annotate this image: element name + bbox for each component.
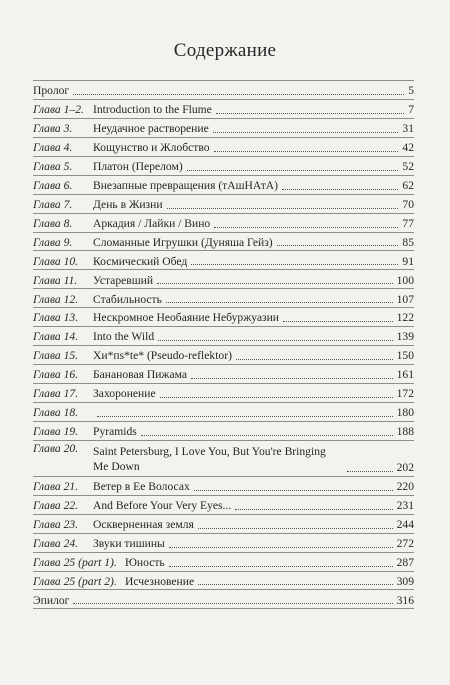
entry-title: Банановая Пижама [93, 368, 187, 382]
toc-row[interactable] [33, 553, 414, 572]
entry-title: Нескромное Необаяние Небуржуазии [93, 311, 279, 325]
toc-entry [93, 444, 414, 475]
page-number: 42 [402, 141, 414, 154]
toc-row[interactable] [33, 289, 414, 308]
toc-row[interactable] [33, 100, 414, 119]
leader-dots [167, 208, 399, 209]
toc-entry [93, 369, 414, 382]
chapter-label: Глава 18. [33, 406, 79, 420]
leader-dots [169, 547, 393, 548]
entry-title: Звуки тишины [93, 536, 165, 550]
page-number: 85 [402, 235, 414, 249]
leader-dots [347, 471, 393, 472]
toc-entry [93, 350, 414, 363]
leader-dots [216, 113, 404, 114]
toc-entry [93, 500, 414, 513]
toc-entry [93, 218, 414, 231]
page-number: 100 [396, 273, 414, 287]
leader-dots [214, 227, 398, 228]
leader-dots [191, 264, 398, 265]
page-number: 5 [408, 84, 414, 98]
entry-title: День в Жизни [93, 197, 163, 211]
entry-title: Сломанные Игрушки (Дуняша Гейз) [93, 235, 273, 249]
toc-row[interactable] [33, 572, 414, 591]
toc-row[interactable] [33, 384, 414, 403]
chapter-label: Глава 8. [33, 216, 73, 230]
entry-title: Pyramids [93, 425, 137, 439]
page-number: 161 [396, 368, 414, 382]
entry-title: Into the Wild [93, 330, 155, 344]
chapter-label: Глава 12. [33, 292, 79, 306]
leader-dots [191, 378, 393, 379]
page-number: 244 [396, 517, 414, 531]
toc-row[interactable] [33, 534, 414, 553]
toc-row[interactable] [33, 138, 414, 157]
leader-dots [157, 283, 393, 284]
chapter-label: Глава 23. [33, 517, 79, 531]
leader-dots [97, 416, 393, 417]
toc-entry [33, 85, 414, 98]
toc-row[interactable] [33, 119, 414, 138]
page-number: 91 [402, 254, 414, 268]
leader-dots [73, 603, 392, 604]
leader-dots [73, 94, 404, 95]
toc-entry [93, 237, 414, 250]
entry-title: Эпилог [33, 593, 70, 607]
page-number: 62 [402, 178, 414, 192]
entry-title: Устаревший [93, 273, 154, 287]
toc-row[interactable] [33, 346, 414, 365]
entry-title: And Before Your Very Eyes... [93, 498, 232, 512]
page-number: 77 [402, 216, 414, 230]
page-number: 272 [396, 536, 414, 550]
leader-dots [166, 302, 393, 303]
toc-entry [93, 538, 414, 551]
leader-dots [198, 584, 393, 585]
toc-row[interactable] [33, 157, 414, 176]
entry-title: Захоронение [93, 387, 156, 401]
toc-entry [93, 180, 414, 193]
toc-entry [93, 519, 414, 532]
toc-entry [93, 142, 414, 155]
toc-entry [93, 294, 414, 307]
leader-dots [236, 359, 393, 360]
entry-title: Космический Обед [93, 254, 188, 268]
toc-entry [93, 199, 414, 212]
page-number: 231 [396, 498, 414, 512]
entry-title: Неудачное растворение [93, 122, 209, 136]
toc-entry [93, 388, 414, 401]
toc-entry [125, 557, 414, 570]
toc-entry [93, 256, 414, 269]
toc-row[interactable] [33, 176, 414, 195]
entry-title: Внезапные превращения (тАшНАтА) [93, 178, 279, 192]
page-number: 107 [396, 292, 414, 306]
page-number: 7 [408, 103, 414, 117]
page-number: 316 [396, 593, 414, 607]
leader-dots [214, 151, 399, 152]
page-number: 180 [396, 406, 414, 420]
entry-title: Исчезновение [125, 574, 195, 588]
entry-title: Хи*пs*te* (Pseudo-reflektor) [93, 349, 232, 363]
leader-dots [169, 566, 393, 567]
leader-dots [235, 509, 392, 510]
toc-row[interactable] [33, 233, 414, 252]
toc-row[interactable] [33, 422, 414, 441]
leader-dots [194, 490, 393, 491]
chapter-label: Глава 25 (part 1). [33, 555, 117, 569]
entry-title: Аркадия / Лайки / Вино [93, 216, 211, 230]
toc-row[interactable] [33, 214, 414, 233]
leader-dots [277, 245, 399, 246]
entry-title: Юность [125, 555, 165, 569]
toc-row-prologue[interactable] [33, 81, 414, 100]
toc-entry [93, 104, 414, 117]
toc-entry [93, 123, 414, 136]
chapter-label: Глава 14. [33, 330, 79, 344]
chapter-label: Глава 25 (part 2). [33, 574, 117, 588]
entry-title: Оскверненная земля [93, 517, 194, 531]
toc-entry [93, 275, 414, 288]
chapter-label: Глава 20. [33, 441, 79, 455]
chapter-label: Глава 5. [33, 159, 73, 173]
toc-entry [93, 331, 414, 344]
toc-entry [93, 407, 414, 420]
toc-row[interactable] [33, 308, 414, 327]
leader-dots [187, 170, 399, 171]
chapter-label: Глава 6. [33, 178, 73, 192]
entry-title: Saint Petersburg, I Love You, But You're Bringing Me Down [93, 444, 326, 474]
entry-title: Стабильность [93, 292, 162, 306]
page-number: 202 [396, 461, 414, 475]
page-number: 287 [396, 555, 414, 569]
toc-row[interactable] [33, 477, 414, 496]
chapter-label: Глава 3. [33, 122, 73, 136]
toc-row[interactable] [33, 441, 414, 477]
chapter-label: Глава 7. [33, 197, 73, 211]
chapter-label: Глава 13. [33, 311, 79, 325]
chapter-label: Глава 16. [33, 368, 79, 382]
entry-title: Ветер в Ее Волосах [93, 480, 190, 493]
toc-row[interactable] [33, 496, 414, 515]
toc-entry [33, 595, 414, 608]
page-number: 122 [396, 311, 414, 325]
leader-dots [141, 435, 393, 436]
chapter-label: Глава 4. [33, 141, 73, 154]
chapter-label: Глава 22. [33, 498, 79, 512]
page-number: 31 [402, 122, 414, 136]
page-number: 70 [402, 197, 414, 211]
entry-title: Introduction to the Flume [93, 103, 212, 117]
page-number: 139 [396, 330, 414, 344]
toc-row-epilogue[interactable] [33, 590, 414, 609]
leader-dots [213, 132, 399, 133]
toc-row[interactable] [33, 251, 414, 270]
page-number: 309 [396, 574, 414, 588]
chapter-label: Глава 21. [33, 480, 79, 493]
chapter-label: Глава 9. [33, 235, 73, 249]
toc-entry [93, 481, 414, 494]
toc-row[interactable] [33, 327, 414, 346]
leader-dots [158, 340, 392, 341]
leader-dots [282, 189, 398, 190]
leader-dots [160, 397, 393, 398]
toc-entry [93, 161, 414, 174]
chapter-label: Глава 10. [33, 254, 79, 268]
toc-row[interactable] [33, 365, 414, 384]
page-number: 150 [396, 349, 414, 363]
entry-title: Пролог [33, 84, 70, 98]
chapter-label: Глава 1–2. [33, 103, 84, 117]
chapter-label: Глава 24. [33, 536, 79, 550]
toc-row[interactable] [33, 403, 414, 422]
table-of-contents [33, 80, 414, 609]
page-number: 52 [402, 159, 414, 173]
toc-entry [125, 576, 414, 589]
chapter-label: Глава 19. [33, 425, 79, 439]
page-title: Содержание [173, 40, 277, 61]
entry-title: Кощунство и Жлобство [93, 141, 210, 154]
chapter-label: Глава 17. [33, 387, 79, 401]
page-number: 220 [396, 480, 414, 493]
leader-dots [283, 321, 393, 322]
toc-row[interactable] [33, 270, 414, 289]
page-number: 188 [396, 425, 414, 439]
chapter-label: Глава 11. [33, 273, 78, 287]
entry-title: Платон (Перелом) [93, 159, 183, 173]
chapter-label: Глава 15. [33, 349, 79, 363]
leader-dots [198, 528, 393, 529]
toc-row[interactable] [33, 195, 414, 214]
toc-entry [93, 426, 414, 439]
toc-entry [93, 312, 414, 325]
page-number: 172 [396, 387, 414, 401]
toc-row[interactable] [33, 515, 414, 534]
